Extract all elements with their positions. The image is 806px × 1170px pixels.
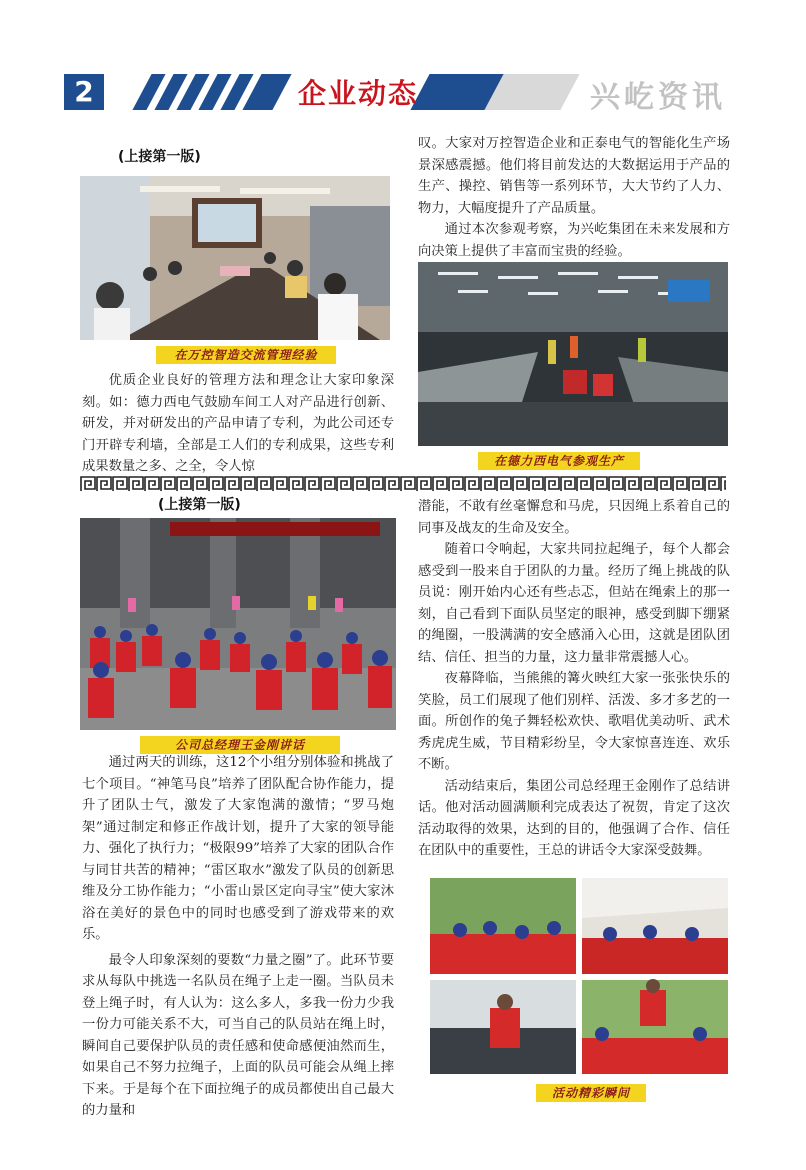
continued-label-top: (上接第一版) bbox=[118, 149, 201, 165]
paragraph: 优质企业良好的管理方法和理念让大家印象深刻。如：德力西电气鼓励车间工人对产品进行创新、研发，并对研发出的产品申请了专利，为此公司还专门开辟专利墙，全部是工人们的专利成果，这些专利成果数量之多、之全，令人惊 bbox=[82, 373, 394, 474]
photo-caption: 在万控智造交流管理经验 bbox=[156, 346, 336, 364]
paragraph: 夜幕降临，当熊熊的篝火映红大家一张张快乐的笑脸，员工们展现了他们别样、活泼、多才多艺的一面。所创作的兔子舞轻松欢快、歌唱优美动听、武术秀虎虎生威，节目精彩纷呈，令大家惊喜连连、欢乐不断。 bbox=[418, 671, 730, 772]
top-right-text bbox=[418, 133, 730, 262]
paragraph: 通过两天的训练，这12个小组分别体验和挑战了七个项目。“神笔马良”培养了团队配合协作能力，提升了团队士气，激发了大家饱满的激情；“罗马炮架”通过制定和修正作战计划，提升了大家的领导能力、强化了执行力；“极限99”培养了大家的团队合作与同甘共苦的精神；“雷区取水”激发了队员的创新思维及分工协作能力；“小雷山景区定向寻宝”使大家沐浴在美好的景色中的同时也感受到了游戏带来的欢乐。 bbox=[82, 755, 394, 942]
meeting-room-photo bbox=[80, 176, 390, 340]
section-title: 企业动态 bbox=[298, 77, 419, 110]
factory-photo bbox=[418, 262, 728, 446]
continued-label-bottom: (上接第一版) bbox=[158, 497, 241, 513]
paragraph: 随着口令响起，大家共同拉起绳子，每个人都会感受到一股来自于团队的力量。经历了绳上挑战的队员说：刚开始内心还有些忐忑，但站在绳索上的那一刻，自己看到下面队员坚定的眼神，感受到脚下绷紧的绳圈，一股满满的安全感涌入心田，这就是团队团结、信任、担当的力量，这力量非常震撼人心。 bbox=[418, 542, 730, 665]
section-divider bbox=[80, 476, 726, 492]
activity-collage-photo bbox=[430, 878, 728, 1074]
bottom-right-text bbox=[418, 496, 730, 862]
photo-caption: 活动精彩瞬间 bbox=[536, 1084, 646, 1102]
paragraph: 通过本次参观考察，为兴屹集团在未来发展和方向决策上提供了丰富而宝贵的经验。 bbox=[418, 222, 730, 259]
bottom-left-text bbox=[82, 752, 394, 1122]
page-number: 2 bbox=[64, 74, 104, 110]
publication-name: 兴屹资讯 bbox=[590, 80, 726, 115]
paragraph: 最令人印象深刻的要数“力量之圈”了。此环节要求从每队中挑选一名队员在绳子上走一圈。当队员未登上绳子时，有人认为：这么多人，多我一份力少我一份力可能关系不大，可当自己的队员站在绳上时，瞬间自己要保护队员的责任感和使命感便油然而生，如果自己不努力拉绳子，上面的队员可能会从绳上摔下来。于是每个在下面拉绳子的成员都使出自己最大的力量和 bbox=[82, 952, 394, 1118]
top-left-text bbox=[82, 370, 394, 478]
paragraph: 潜能，不敢有丝毫懈怠和马虎，只因绳上系着自己的同事及战友的生命及安全。 bbox=[418, 499, 730, 536]
photo-caption: 在德力西电气参观生产 bbox=[478, 452, 640, 470]
paragraph: 叹。大家对万控智造企业和正泰电气的智能化生产场景深感震撼。他们将目前发达的大数据运用于产品的生产、操控、销售等一系列环节，大大节约了人力、物力，大幅度提升了产品质量。 bbox=[418, 136, 730, 216]
paragraph: 活动结束后，集团公司总经理王金刚作了总结讲话。他对活动圆满顺利完成表达了祝贺，肯定了这次活动取得的效果，达到的目的，他强调了合作、信任在团队中的重要性，王总的讲话令大家深受鼓舞。 bbox=[418, 778, 730, 858]
outdoor-assembly-photo bbox=[80, 518, 396, 730]
photo-caption: 公司总经理王金刚讲话 bbox=[140, 736, 340, 754]
